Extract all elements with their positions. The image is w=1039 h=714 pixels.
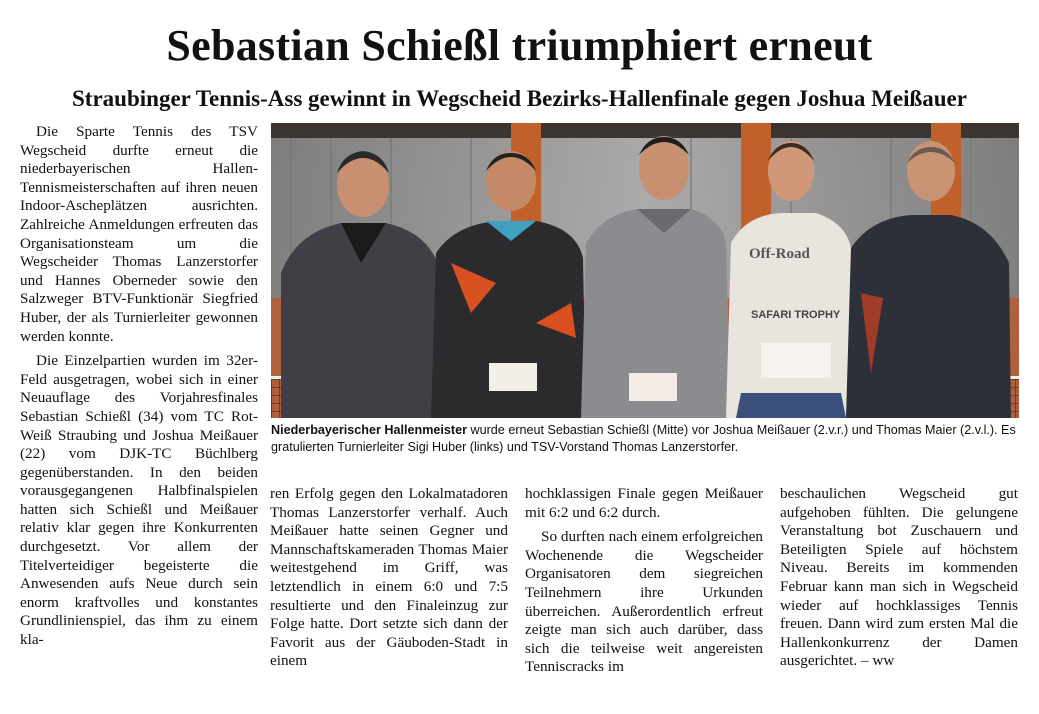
text-column-1 — [20, 123, 258, 650]
paragraph: Die Sparte Tennis des TSV Wegscheid durfte erneut die niederbayerischen Hallen-Tennismeisterschaften auf ihren neuen Indoor-Ascheplätzen ausrichten. Zahlreiche Anmeldungen erfreuten das Organisationsteam um die Wegscheider Thomas Lanzerstorfer und Hannes Oberneder sowie den Salzweger BTV-Funktionär Siegfried Huber, der als Turnierleiter gewonnen werden konnte. — [20, 123, 258, 345]
paragraph: Die Einzelpartien wurden im 32er-Feld ausgetragen, wobei sich in einer Neuauflage des Vorjahresfinales Sebastian Schießl (34) vom TC Rot-Weiß Straubing und Joshua Meißauer (22) vom DJK-TC Büchlberg gegenüberstanden. In den beiden vorausgegangenen Halbfinalspielen hatten sich Schießl und Meißauer relativ klar gegen ihre Konkurrenten durchgesetzt. Vor allem der Titelverteidiger begeisterte die Anwesenden aufs Neue durch sein enorm kraftvolles und konstantes Grundlinienspiel, das ihm zu einem kla- — [20, 352, 258, 649]
article-subheadline: Straubinger Tennis-Ass gewinnt in Wegscheid Bezirks-Hallenfinale gegen Joshua Meißauer — [72, 86, 967, 111]
paragraph: So durften nach einem erfolgreichen Wochenende die Wegscheider Organisatoren dem siegreichen Teilnehmern ihre Urkunden überreichen. Außerordentlich erfreut zeigte man sich auch darüber, dass sich die teilweise weit angereisten Tenniscracks im — [525, 528, 763, 676]
text-column-3 — [525, 485, 763, 677]
shirt-print-offroad: Off-Road — [749, 246, 810, 262]
award-photo — [271, 123, 1019, 418]
text-column-4 — [780, 485, 1018, 671]
caption-lead: Niederbayerischer Hallenmeister — [271, 423, 468, 437]
photo-caption — [271, 422, 1021, 456]
article-headline: Sebastian Schießl triumphiert erneut — [166, 21, 873, 70]
paragraph: hochklassigen Finale gegen Meißauer mit 6:2 und 6:2 durch. — [525, 485, 763, 521]
paragraph: beschaulichen Wegscheid gut aufgehoben fühlten. Die gelungene Veranstaltung bot Zuschauern und Beteiligten Spiele auf höchstem Niveau. Bereits im kommenden Februar kann man sich in Wegscheid wieder auf hochklassiges Tennis freuen. Dann wird zum ersten Mal die Hallenkonkurrenz der Damen ausgerichtet. – ww — [780, 485, 1018, 670]
paragraph: ren Erfolg gegen den Lokalmatadoren Thomas Lanzerstorfer verhalf. Auch Meißauer hatte seinen Gegner und Mannschaftskameraden Thomas Maier weitestgehend im Griff, was letztendlich in einem 6:0 und 7:5 resultierte und den Finaleinzug zur Folge hatte. Dort setzte sich dann der Favorit aus der Gäuboden-Stadt in einem — [270, 485, 508, 670]
shirt-print-safari: SAFARI TROPHY — [751, 309, 841, 321]
text-column-2 — [270, 485, 508, 671]
caption-text: wurde erneut Sebastian Schießl (Mitte) vor Joshua Meißauer (2.v.r.) und Thomas Maier (2.v.l.). Es gratulierten Turnierleiter Sigi Huber (links) und TSV-Vorstand Thomas Lanzerstorfer. — [271, 423, 1016, 454]
